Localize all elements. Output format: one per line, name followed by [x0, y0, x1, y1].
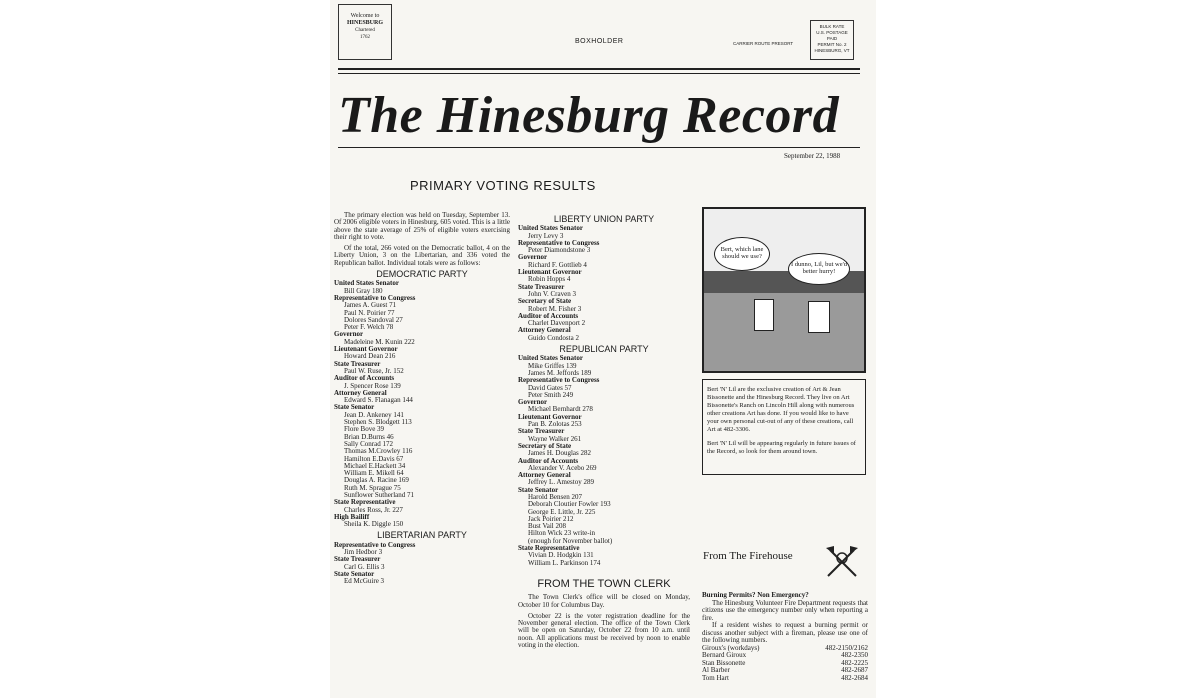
candidate-result: Dolores Sandoval 27	[344, 315, 403, 324]
boxholder-label: BOXHOLDER	[575, 38, 624, 45]
office-title: State Senator	[334, 569, 375, 578]
candidate-result: Sheila K. Diggle 150	[344, 520, 404, 529]
candidate-result: Madeleine M. Kunin 222	[344, 337, 415, 346]
candidate-result: Hilton Wick 23 write-in	[528, 529, 596, 538]
contact-name: Giroux's (workdays)	[702, 643, 760, 652]
masthead-rule-top	[338, 68, 860, 70]
candidate-result: Carl G. Ellis 3	[344, 562, 385, 571]
candidate-result: Bust Vail 208	[528, 522, 566, 531]
cow-figure-bert	[754, 299, 774, 331]
carrier-route-label: CARRIER ROUTE PRESORT	[733, 41, 794, 46]
office-title: Auditor of Accounts	[518, 456, 579, 465]
town-logo	[338, 4, 392, 60]
candidate-result: Peter Diamondstone 3	[528, 246, 591, 255]
stamp-line: PERMIT No. 2	[817, 42, 847, 47]
intro-paragraph: Of the total, 266 voted on the Democratic ballot, 4 on the Liberty Union, 3 on the Libertarian, and 336 voted the Republican ballot. Individual totals were as follows:	[334, 244, 510, 267]
office-title: State Treasurer	[518, 427, 565, 436]
office-title: State Senator	[334, 403, 375, 412]
contact-name: Al Barber	[702, 666, 730, 674]
logo-line: HINESBURG	[346, 20, 383, 26]
firehouse-paragraph: The Hinesburg Volunteer Fire Department requests that citizens use the emergency number only when reporting a fire.	[702, 598, 868, 622]
candidate-result: Robert M. Fisher 3	[528, 304, 582, 313]
office-title: Representative to Congress	[334, 293, 416, 302]
office-title: Lieutenant Governor	[518, 412, 582, 421]
candidate-result: James A. Guest 71	[344, 301, 397, 310]
candidate-result: Flore Bove 39	[344, 425, 385, 434]
candidate-result: William E. Mikell 64	[344, 469, 404, 478]
cow-figure-lil	[808, 301, 830, 333]
candidate-result: Paul W. Ruse, Jr. 152	[344, 366, 404, 375]
office-title: State Representative	[334, 498, 396, 507]
contact-number: 482-2150/2162	[825, 643, 868, 652]
logo-line: 1762	[360, 35, 370, 40]
firehouse-title: From The Firehouse	[703, 550, 793, 562]
candidate-result: Deborah Cloutier Fowler 193	[528, 500, 611, 509]
contact-name: Tom Hart	[702, 673, 729, 682]
candidate-result: George E. Little, Jr. 225	[528, 507, 596, 516]
intro-paragraph: The primary election was held on Tuesday, September 13. Of 2006 eligible voters in Hinesburg, 605 voted. This is a little above the state average of 25% of eligible voters exercising their right to vote.	[334, 211, 510, 241]
contact-row	[702, 675, 868, 683]
firehouse-paragraph: If a resident wishes to request a burning permit or discuss another subject with a fireman, please use one of the following numbers.	[702, 621, 868, 644]
office-title: Attorney General	[518, 471, 571, 480]
office-title: United States Senator	[518, 224, 583, 233]
candidate-result: Robin Hopps 4	[528, 275, 571, 284]
party-list	[518, 216, 690, 567]
office-title: Representative to Congress	[518, 376, 600, 385]
headline: PRIMARY VOTING RESULTS	[410, 178, 596, 193]
office-title: Attorney General	[334, 388, 387, 397]
firehouse-contacts	[702, 645, 868, 683]
candidate-result: Pan B. Zolotas 253	[528, 420, 582, 429]
town-clerk-paragraph: October 22 is the voter registration deadline for the November general election. The office of the Town Clerk will be open on Saturday, October 22 from 10 a.m. until noon. All applications must be received by noon to enable voting in the election.	[518, 611, 690, 650]
stamp-line: BULK RATE	[819, 24, 845, 29]
candidate-result: Harold Bensen 207	[528, 492, 583, 501]
candidate-result: Michael Bernhardt 278	[528, 405, 593, 414]
candidate-result: Howard Dean 216	[344, 352, 396, 361]
speech-bubble-right: I dunno, Lil, but we'd better hurry!	[788, 253, 850, 285]
office-title: Lieutenant Governor	[518, 268, 582, 277]
office-title: Auditor of Accounts	[518, 311, 579, 320]
office-title: Lieutenant Governor	[334, 345, 398, 354]
town-clerk-title: FROM THE TOWN CLERK	[537, 577, 671, 590]
party-heading: REPUBLICAN PARTY	[559, 344, 649, 355]
office-title: Attorney General	[518, 326, 571, 335]
stamp-line: PAID	[826, 36, 838, 41]
office-title: Representative to Congress	[518, 238, 600, 247]
logo-line: Chartered	[355, 28, 375, 33]
candidate-result: Thomas M.Crowley 116	[344, 447, 413, 456]
candidate-result: Hamilton E.Davis 67	[344, 454, 404, 463]
town-clerk-paragraph: The Town Clerk's office will be closed on Monday, October 10 for Columbus Day.	[518, 593, 690, 609]
info-paragraph: Bert 'N' Lil are the exclusive creation of Art & Jean Bissonette and the Hinesburg Record. They live on Art Bissonette's Ranch on Lincoln Hill along with numerous other creations Art has done. If you would like to have your own personal cut-out of any of these creations, call Art at 482-3306.	[707, 386, 855, 433]
results-column-2	[518, 212, 690, 653]
stamp-line: U.S. POSTAGE	[816, 30, 848, 35]
candidate-result: Sally Conrad 172	[344, 439, 393, 448]
party-heading: LIBERTY UNION PARTY	[553, 214, 655, 224]
candidate-result: Sunflower Sutherland 71	[344, 490, 414, 499]
candidate-result: Jack Poirier 212	[528, 514, 574, 523]
contact-name: Stan Bissonette	[702, 658, 746, 667]
contact-name: Bernard Giroux	[702, 651, 747, 659]
contact-number: 482-2684	[841, 673, 868, 682]
office-title: State Treasurer	[518, 282, 565, 291]
party-list	[334, 271, 510, 585]
candidate-result: Peter Smith 249	[528, 390, 574, 399]
candidate-result: Vivian D. Hodgkin 131	[528, 551, 594, 560]
candidate-result: Edward S. Flanagan 144	[344, 396, 413, 405]
candidate-result: J. Spencer Rose 139	[344, 381, 401, 390]
candidate-result: Michael E.Hackett 34	[344, 461, 406, 470]
candidate-result: Bill Gray 180	[344, 286, 383, 295]
contact-number: 482-2350	[841, 651, 868, 659]
candidate-result: Charlet Davenport 2	[528, 319, 586, 328]
office-title: State Representative	[518, 544, 580, 553]
newspaper-page	[330, 0, 876, 698]
candidate-result: Jeffrey L. Amestoy 289	[528, 478, 594, 487]
candidate-result: Guido Condosta 2	[528, 333, 579, 342]
office-title: Secretary of State	[518, 441, 572, 450]
candidate-result: Jerry Levy 3	[528, 231, 564, 240]
info-paragraph: Bert 'N' Lil will be appearing regularly in future issues of the Record, so look for them around town.	[707, 440, 856, 455]
office-title: United States Senator	[334, 279, 399, 288]
candidate-result: Jim Hedbor 3	[344, 548, 383, 557]
candidate-result: John V. Craven 3	[528, 289, 576, 298]
masthead-rule-bottom	[338, 147, 860, 148]
crossed-axes-icon	[822, 544, 862, 580]
candidate-result: William L. Parkinson 174	[528, 558, 601, 567]
office-title: Governor	[518, 398, 548, 407]
candidate-result: James M. Jeffords 189	[528, 368, 592, 377]
results-column-1	[334, 212, 510, 586]
office-title: State Treasurer	[334, 359, 381, 368]
candidate-result: Mike Griffes 139	[528, 361, 577, 370]
cartoon-info-box	[702, 379, 866, 475]
bert-n-lil-cartoon	[702, 207, 866, 373]
office-title: Representative to Congress	[334, 540, 416, 549]
candidate-result: Wayne Walker 261	[528, 434, 582, 443]
firehouse-subhead: Burning Permits? Non Emergency?	[702, 591, 809, 599]
contact-number: 482-2225	[841, 658, 868, 667]
stamp-line: HINESBURG, VT	[814, 48, 850, 53]
masthead-rule-top-thin	[338, 73, 860, 74]
issue-date: September 22, 1988	[784, 152, 841, 160]
candidate-result: Ruth M. Sprague 75	[344, 483, 401, 492]
logo-line: Welcome to	[350, 13, 380, 19]
office-title: State Senator	[518, 485, 559, 494]
candidate-result: Stephen S. Blodgett 113	[344, 418, 412, 427]
office-title: Governor	[518, 253, 548, 262]
candidate-result: Paul N. Poirier 77	[344, 308, 395, 317]
candidate-result: Jean D. Ankeney 141	[344, 410, 404, 419]
office-title: United States Senator	[518, 354, 583, 363]
candidate-result: (enough for November ballot)	[528, 536, 613, 545]
candidate-result: David Gates 57	[528, 383, 572, 392]
candidate-result: Richard F. Gottlieb 4	[528, 260, 587, 269]
postage-stamp	[810, 20, 854, 60]
office-title: Auditor of Accounts	[334, 374, 395, 383]
cartoon-road	[704, 293, 864, 371]
candidate-result: Ed McGuire 3	[344, 577, 385, 586]
candidate-result: Douglas A. Racine 169	[344, 476, 409, 485]
office-title: State Treasurer	[334, 555, 381, 564]
office-title: Governor	[334, 330, 364, 339]
party-heading: DEMOCRATIC PARTY	[376, 269, 468, 280]
candidate-result: Brian D.Burns 46	[344, 432, 394, 441]
candidate-result: Peter F. Welch 78	[344, 323, 394, 332]
contact-number: 482-2687	[841, 666, 868, 674]
party-heading: LIBERTARIAN PARTY	[377, 530, 467, 541]
speech-bubble-left: Bert, which lane should we use?	[714, 237, 770, 271]
candidate-result: James H. Douglas 282	[528, 449, 591, 458]
candidate-result: Alexander V. Acebo 269	[528, 463, 597, 472]
office-title: Secretary of State	[518, 297, 572, 306]
firehouse-column	[702, 592, 868, 682]
office-title: High Bailiff	[334, 512, 370, 521]
masthead-title: The Hinesburg Record	[338, 87, 840, 144]
candidate-result: Charles Ross, Jr. 227	[344, 505, 403, 514]
